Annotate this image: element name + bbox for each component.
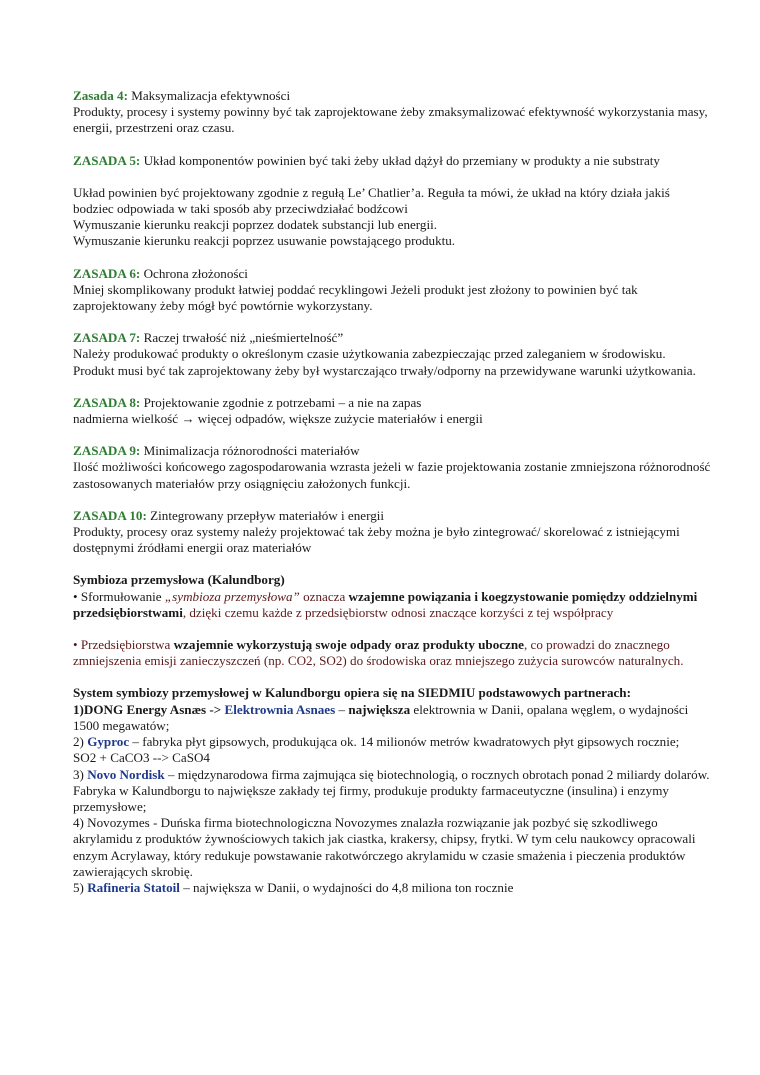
rule-4-title — [73, 88, 713, 104]
partner-5 — [73, 880, 713, 896]
partner-2-num: 2) — [73, 734, 88, 750]
symbiosis-bullet-1 — [73, 589, 713, 621]
partner-2-reaction: SO2 + CaCO3 --> CaSO4 — [73, 750, 210, 766]
rule-9-label: ZASADA 9: — [73, 443, 141, 459]
spacer — [73, 427, 713, 443]
symbiosis-bullet-2 — [73, 637, 713, 669]
bullet-1-part-e: , dzięki czemu każde z przedsiębiorstw odnosi znaczące korzyści z tej współpracy — [182, 604, 614, 620]
partner-3-name: Novo Nordisk — [87, 766, 165, 782]
spacer — [73, 556, 713, 572]
partner-4: 4) Novozymes - Duńska firma biotechnologiczna Novozymes znalazła rozwiązanie jak pozbyć się szkodliwego akrylamidu z produktów żywnościowych takich jak ciastka, krakersy, chipsy, frytki. W tym celu naukowcy opracowali enzym Acrylaway, który redukuje powstawanie rakotwórczego akrylamidu w czasie smażenia i pieczenia produktów zawierających skrobię. — [73, 815, 696, 879]
partner-2-name: Gyproc — [87, 734, 130, 750]
rule-9-body: Ilość możliwości końcowego zagospodarowania wzrasta jeżeli w fazie projektowania zostanie zmniejszona różnorodność zastosowanych materiałów przy osiągnięciu założonych funkcji. — [73, 459, 711, 491]
rule-5-title-text: Układ komponentów powinien być taki żeby układ dążył do przemiany w produkty a nie substraty — [140, 152, 660, 168]
rule-10-title-text: Zintegrowany przepływ materiałów i energii — [146, 507, 385, 523]
partner-5-desc: – największa w Danii, o wydajności do 4,8 miliona ton rocznie — [179, 879, 514, 895]
rule-8-title — [73, 395, 713, 411]
bullet-1-term: „symbioza przemysłowa” — [164, 588, 300, 604]
partner-1-dash: – — [335, 701, 349, 717]
rule-8-body: nadmierna wielkość → więcej odpadów, większe zużycie materiałów i energii — [73, 411, 483, 427]
rule-5-para-1: Układ powinien być projektowany zgodnie z regułą Le’ Chatlier’a. Reguła ta mówi, że układ na który działa jakiś bodziec odpowiada w taki sposób aby przeciwdziałać bodźcowi — [73, 184, 670, 217]
bullet-1-emphasis: wzajemne powiązania i koegzystowanie pomiędzy oddzielnymi przedsiębiorstwami — [73, 588, 698, 620]
partner-1-link: Elektrownia Asnaes — [221, 701, 336, 717]
symbiosis-heading: Symbioza przemysłowa (Kalundborg) — [73, 572, 285, 588]
rule-4-label: Zasada 4: — [73, 88, 128, 103]
partner-1-emphasis: największa — [348, 701, 411, 717]
partner-5-num: 5) — [73, 879, 88, 895]
rule-5-label: ZASADA 5: — [73, 152, 141, 168]
spacer — [73, 492, 713, 508]
rule-4-body: Produkty, procesy i systemy powinny być tak zaprojektowane żeby zmaksymalizować efektywność wykorzystania masy, energii, przestrzeni oraz czasu. — [73, 104, 708, 136]
rule-9-title-text: Minimalizacja różnorodności materiałów — [140, 443, 360, 459]
partner-1 — [73, 702, 713, 734]
rule-9-title — [73, 443, 713, 459]
rule-7-title — [73, 330, 713, 346]
rule-6-label: ZASADA 6: — [73, 265, 141, 281]
rule-10-label: ZASADA 10: — [73, 507, 147, 523]
bullet-1-part-a: • Sformułowanie — [73, 588, 165, 604]
bullet-2-part-a: • Przedsiębiorstwa — [73, 637, 174, 653]
rule-8-label: ZASADA 8: — [73, 394, 141, 410]
rule-8-title-text: Projektowanie zgodnie z potrzebami – a nie na zapas — [140, 394, 422, 410]
partner-3-num: 3) — [73, 766, 88, 782]
spacer — [73, 669, 713, 685]
spacer — [73, 379, 713, 395]
partner-2-desc: – fabryka płyt gipsowych, produkująca ok. 14 milionów metrów kwadratowych płyt gipsowych rocznie; — [129, 734, 680, 750]
spacer — [73, 250, 713, 266]
rule-7-para-1: Należy produkować produkty o określonym czasie użytkowania zabezpieczając przed zaleganiem w środowisku. — [73, 346, 666, 362]
rule-7-title-text: Raczej trwałość niż „nieśmiertelność” — [140, 330, 344, 346]
rule-10-body: Produkty, procesy oraz systemy należy projektować tak żeby można je było zintegrować/ skorelować z istniejącymi dostępnymi źródłami energii oraz materiałów — [73, 524, 680, 556]
partner-3-desc: – międzynarodowa firma zajmująca się biotechnologią, o rocznych obrotach ponad 2 miliardy dolarów. Fabryka w Kalundborgu to największe zakłady tej firmy, produkuje produkty farmaceutyczne (insulina) i enzymy przemysłowe; — [73, 766, 710, 814]
rule-6-title — [73, 266, 713, 282]
rule-4-title-text: Maksymalizacja efektywności — [127, 88, 291, 103]
rule-6-body: Mniej skomplikowany produkt łatwiej poddać recyklingowi Jeżeli produkt jest złożony to powinien być tak zaprojektowany żeby mógł być powtórnie wykorzystany. — [73, 281, 638, 314]
partner-1-name: 1)DONG Energy Asnæs -> — [73, 701, 222, 717]
rule-5-para-2: Wymuszanie kierunku reakcji poprzez dodatek substancji lub energii. — [73, 217, 438, 233]
partner-3 — [73, 767, 713, 816]
spacer — [73, 621, 713, 637]
kalundborg-heading: System symbiozy przemysłowej w Kalundborgu opiera się na SIEDMIU podstawowych partnerach: — [73, 685, 631, 701]
rule-7-label: ZASADA 7: — [73, 330, 141, 346]
partner-2 — [73, 734, 713, 750]
bullet-2-part-c: , co prowadzi do znacznego zmniejszenia emisji zanieczyszczeń (np. CO2, SO2) do środowiska oraz mniejszego zużycia surowców naturalnych. — [73, 637, 684, 669]
bullet-1-part-c: oznacza — [299, 588, 349, 604]
spacer — [73, 169, 713, 185]
rule-5-para-3: Wymuszanie kierunku reakcji poprzez usuwanie powstającego produktu. — [73, 233, 456, 249]
rule-5-title — [73, 153, 713, 169]
partner-5-name: Rafineria Statoil — [87, 879, 180, 895]
rule-6-title-text: Ochrona złożoności — [140, 265, 248, 281]
bullet-2-emphasis: wzajemnie wykorzystują swoje odpady oraz produkty uboczne — [173, 637, 524, 653]
spacer — [73, 314, 713, 330]
document-body — [73, 88, 713, 896]
rule-7-para-2: Produkt musi być tak zaprojektowany żeby był wystarczająco trwały/odporny na przewidywane warunki użytkowania. — [73, 362, 696, 378]
partner-1-desc: elektrownia w Danii, opalana węglem, o wydajności 1500 megawatów; — [73, 701, 689, 733]
spacer — [73, 137, 713, 153]
rule-10-title — [73, 508, 713, 524]
